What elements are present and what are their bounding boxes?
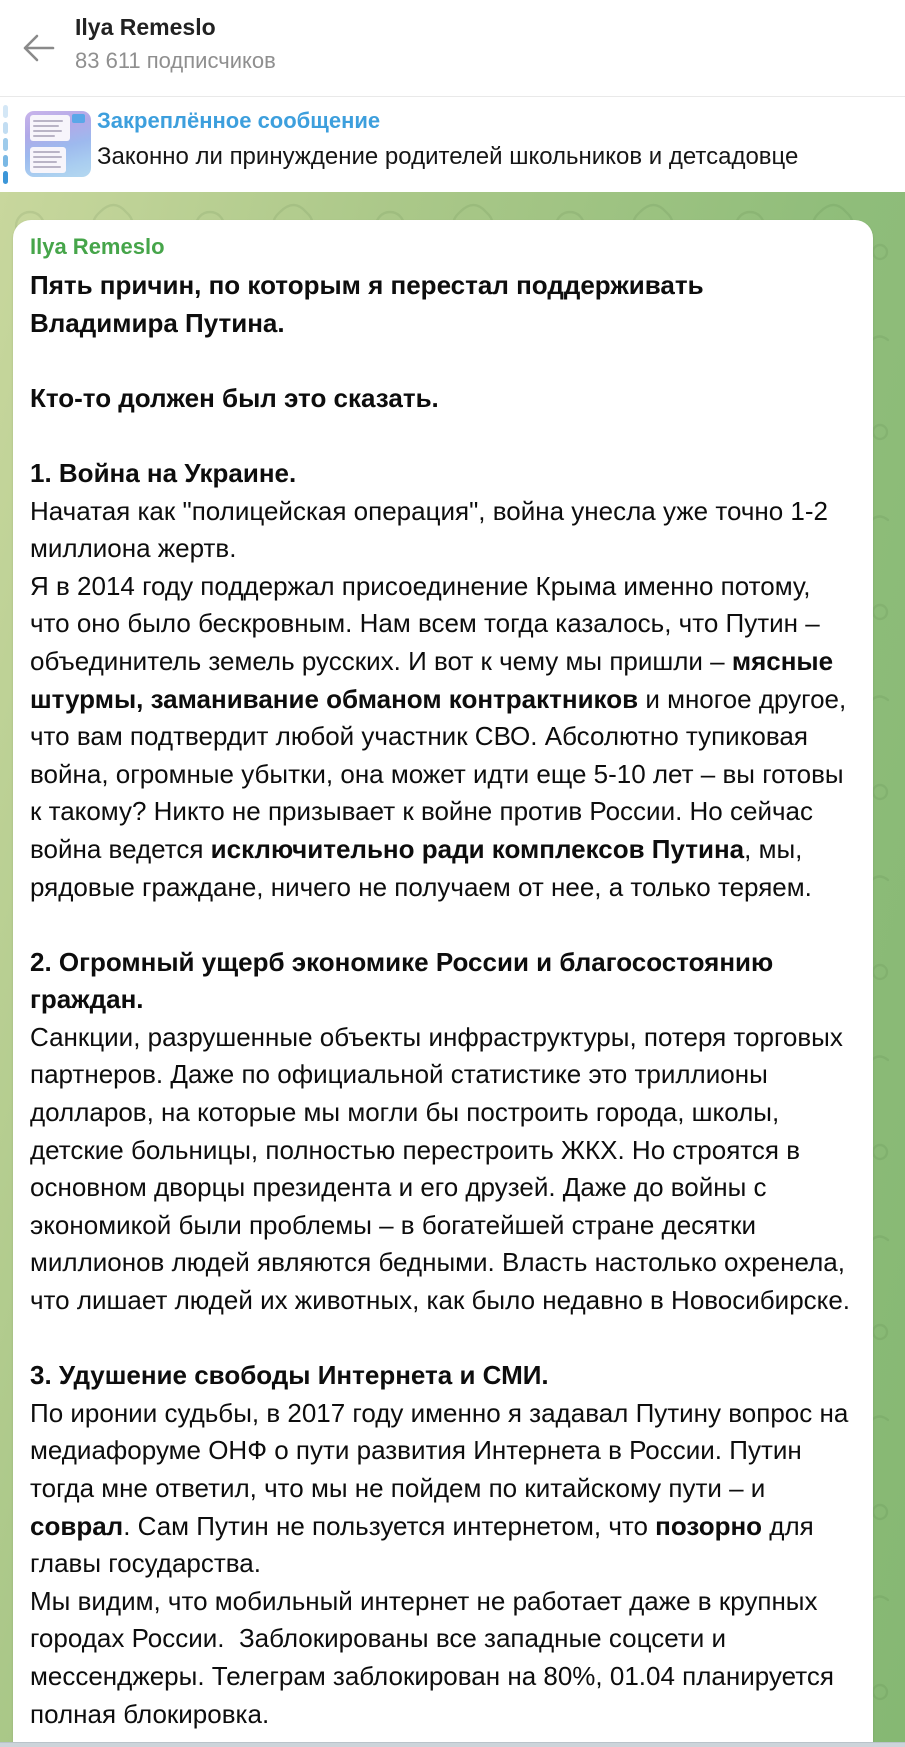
message-bold-segment: Кто-то должен был это сказать. bbox=[30, 382, 439, 413]
back-arrow-icon bbox=[21, 33, 55, 63]
pinned-indicator-dash bbox=[3, 122, 8, 135]
message-segment: Начатая как "полицейская операция", война унесла уже точно 1-2 миллиона жертв. bbox=[30, 495, 836, 564]
message-bubble[interactable] bbox=[13, 220, 873, 1747]
message-bold-segment: 3. Удушение свободы Интернета и СМИ. bbox=[30, 1360, 549, 1391]
message-segment: Санкции, разрушенные объекты инфраструктуры, потеря торговых партнеров. Даже по официальной статистике это триллионы долларов, на которые мы могли бы построить города, школы, детские больницы, полностью перестроить ЖКХ. Но строятся в основном дворцы президента и его друзей. Даже до войны с экономикой были проблемы – в богатейшей стране десятки миллионов людей являются бедными. Власть настолько охренела, что лишает людей их животных, как было недавно в Новосибирске. bbox=[30, 1021, 853, 1316]
pinned-indicator-dash bbox=[3, 155, 8, 168]
pinned-message-bar[interactable] bbox=[0, 97, 905, 192]
message-bold-segment: Пять причин, по которым я перестал поддерживать Владимира Путина. bbox=[30, 270, 711, 338]
message-bold-segment: позорно bbox=[655, 1510, 763, 1541]
message-bold-segment: 1. Война на Украине. bbox=[30, 457, 297, 488]
pinned-indicator-dash bbox=[3, 105, 8, 118]
pinned-indicator bbox=[3, 103, 8, 186]
pinned-indicator-dash bbox=[3, 171, 8, 184]
channel-title: Ilya Remeslo bbox=[75, 14, 216, 40]
message-bold-segment: 2. Огромный ущерб экономике России и благосостоянию граждан. bbox=[30, 946, 781, 1015]
chat-header bbox=[0, 0, 905, 97]
pinned-texts bbox=[97, 106, 905, 174]
input-bar-edge bbox=[0, 1742, 905, 1747]
message-bold-segment: мясные штурмы, заманивание обманом контрактников bbox=[30, 645, 841, 714]
pinned-preview: Законно ли принуждение родителей школьников и детсадовце bbox=[97, 143, 799, 170]
pinned-title: Закреплённое сообщение bbox=[97, 108, 381, 133]
channel-info[interactable] bbox=[75, 12, 276, 76]
message-segment: и многое другое, что вам подтвердит любой участник СВО. Абсолютно тупиковая война, огромные убытки, она может идти еще 5-10 лет – вы готовы к такому? Никто не призывает к войне против России. Но сейчас война ведется bbox=[30, 683, 854, 864]
chat-area bbox=[0, 192, 905, 1747]
message-sender[interactable]: Ilya Remeslo bbox=[30, 234, 165, 259]
message-bold-segment: исключительно ради комплексов Путина bbox=[210, 833, 745, 864]
message-segment: Мы видим, что мобильный интернет не работает даже в крупных городах России. Заблокированы все западные соцсети и мессенджеры. Телеграм заблокирован на 80%, 01.04 планируется полная блокировка. bbox=[30, 1585, 842, 1729]
message-segment: , мы, рядовые граждане, ничего не получаем от нее, а только теряем. bbox=[30, 833, 812, 902]
pinned-thumbnail[interactable] bbox=[25, 111, 91, 177]
pinned-indicator-dash bbox=[3, 138, 8, 151]
message-bold-segment: соврал bbox=[30, 1510, 124, 1541]
thumbnail-sticker bbox=[72, 114, 85, 123]
thumbnail-bubble bbox=[30, 147, 66, 173]
message-segment: . Сам Путин не пользуется интернетом, что bbox=[123, 1510, 656, 1541]
message-segment: По иронии судьбы, в 2017 году именно я задавал Путину вопрос на медиафоруме ОНФ о пути развития Интернета в России. Путин тогда мне ответил, что мы не пойдем по китайскому пути – и bbox=[30, 1397, 856, 1503]
thumbnail-bubble bbox=[30, 115, 70, 141]
message-text bbox=[13, 261, 873, 1747]
message-segment: Я в 2014 году поддержал присоединение Крыма именно потому, что оно было бескровным. Нам всем тогда казалось, что Путин – объединитель земель русских. И вот к чему мы пришли – bbox=[30, 570, 827, 676]
back-button[interactable] bbox=[16, 26, 60, 70]
channel-subscribers: 83 611 подписчиков bbox=[75, 48, 276, 73]
message-segment: для главы государства. bbox=[30, 1510, 821, 1579]
